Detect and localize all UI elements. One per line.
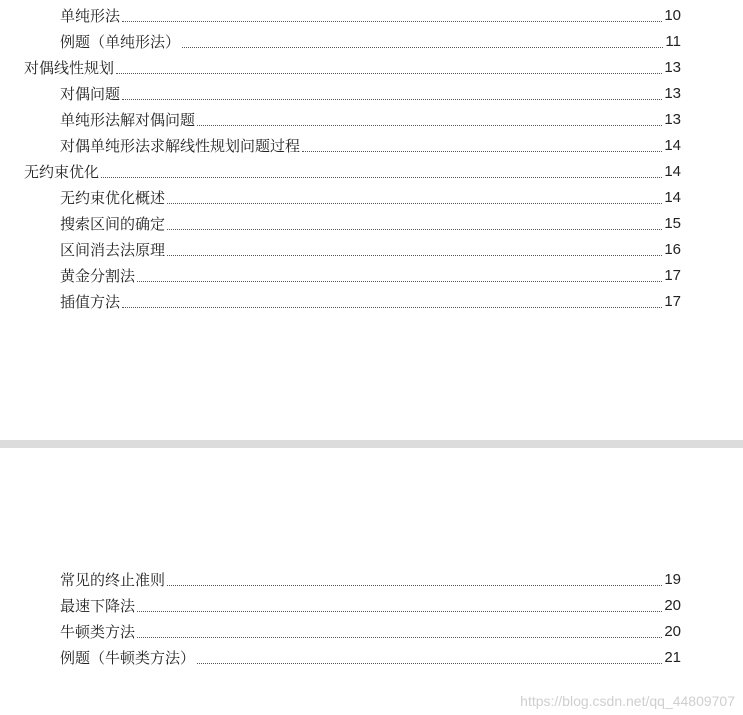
toc-entry-title: 区间消去法原理 xyxy=(60,241,166,259)
toc-entry-page: 17 xyxy=(664,293,681,310)
toc-entry-page: 20 xyxy=(664,597,681,614)
toc-entry-page: 10 xyxy=(664,7,681,24)
toc-dot-leader xyxy=(116,73,662,74)
toc-entry-page: 14 xyxy=(664,137,681,154)
toc-entry[interactable] xyxy=(60,107,681,133)
toc-entry-title: 黄金分割法 xyxy=(60,267,136,285)
toc-dot-leader xyxy=(122,21,662,22)
page-separator xyxy=(0,440,743,448)
document-page-bottom xyxy=(0,448,743,715)
toc-entry[interactable] xyxy=(60,133,681,159)
toc-entry[interactable] xyxy=(60,567,681,593)
toc-entry[interactable] xyxy=(24,159,681,185)
toc-entry[interactable] xyxy=(60,81,681,107)
toc-dot-leader xyxy=(197,663,662,664)
toc-entry[interactable] xyxy=(60,645,681,671)
toc-entry-page: 13 xyxy=(664,59,681,76)
toc-dot-leader xyxy=(122,307,662,308)
toc-entry-title: 单纯形法 xyxy=(60,7,121,25)
toc-dot-leader xyxy=(101,177,662,178)
toc-entry-title: 例题（单纯形法） xyxy=(60,33,181,51)
watermark-text: https://blog.csdn.net/qq_44809707 xyxy=(520,693,735,709)
toc-entry-title: 无约束优化 xyxy=(24,163,100,181)
toc-entry-title: 无约束优化概述 xyxy=(60,189,166,207)
toc-entry-title: 单纯形法解对偶问题 xyxy=(60,111,196,129)
toc-entry-page: 14 xyxy=(664,163,681,180)
toc-entry[interactable] xyxy=(60,593,681,619)
toc-dot-leader xyxy=(167,203,662,204)
toc-dot-leader xyxy=(182,47,663,48)
toc-entry-title: 常见的终止准则 xyxy=(60,571,166,589)
toc-entry[interactable] xyxy=(60,619,681,645)
toc-dot-leader xyxy=(167,585,662,586)
toc-entry-title: 插值方法 xyxy=(60,293,121,311)
toc-dot-leader xyxy=(197,125,662,126)
toc-entry[interactable] xyxy=(60,263,681,289)
toc-dot-leader xyxy=(167,255,662,256)
toc-entry[interactable] xyxy=(60,3,681,29)
toc-entry[interactable] xyxy=(60,289,681,315)
toc-dot-leader xyxy=(137,637,662,638)
toc-entry-title: 对偶线性规划 xyxy=(24,59,115,77)
toc-entry[interactable] xyxy=(60,185,681,211)
toc-entry-title: 对偶问题 xyxy=(60,85,121,103)
toc-entry-page: 21 xyxy=(664,649,681,666)
toc-dot-leader xyxy=(137,611,662,612)
toc-dot-leader xyxy=(302,151,662,152)
toc-entry-page: 19 xyxy=(664,571,681,588)
toc-dot-leader xyxy=(137,281,662,282)
toc-entry-page: 16 xyxy=(664,241,681,258)
toc-entry-page: 15 xyxy=(664,215,681,232)
toc-entry-page: 11 xyxy=(665,33,681,50)
toc-entry[interactable] xyxy=(60,29,681,55)
toc-dot-leader xyxy=(167,229,662,230)
toc-entry-title: 搜索区间的确定 xyxy=(60,215,166,233)
toc-entry[interactable] xyxy=(60,237,681,263)
toc-entry-page: 14 xyxy=(664,189,681,206)
toc-entry-title: 最速下降法 xyxy=(60,597,136,615)
toc-entry-title: 例题（牛顿类方法） xyxy=(60,649,196,667)
toc-entry-page: 13 xyxy=(664,85,681,102)
toc-entry-page: 20 xyxy=(664,623,681,640)
toc-entry-title: 对偶单纯形法求解线性规划问题过程 xyxy=(60,137,301,155)
toc-entry-page: 13 xyxy=(664,111,681,128)
toc-entry[interactable] xyxy=(24,55,681,81)
toc-entry-title: 牛顿类方法 xyxy=(60,623,136,641)
toc-entry-page: 17 xyxy=(664,267,681,284)
toc-dot-leader xyxy=(122,99,662,100)
toc-entry[interactable] xyxy=(60,211,681,237)
